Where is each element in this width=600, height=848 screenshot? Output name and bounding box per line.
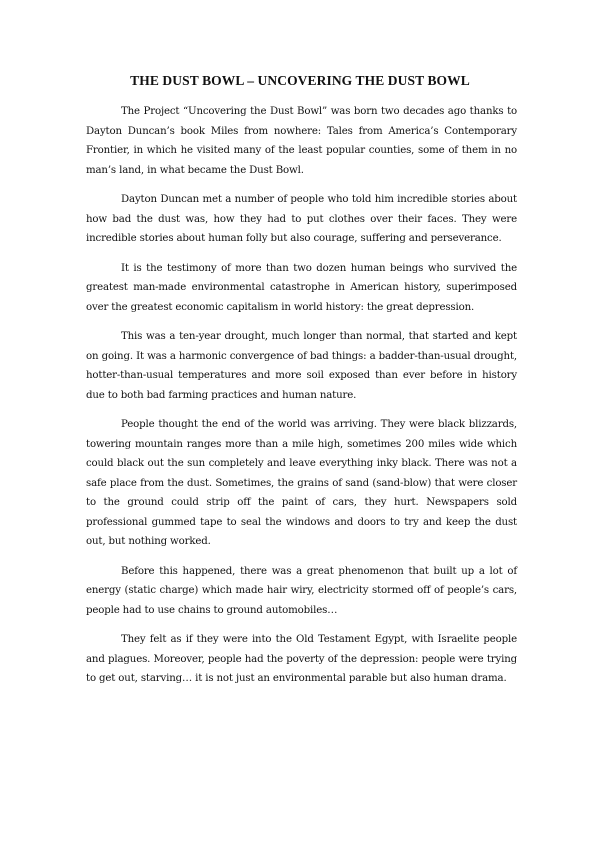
document-title: THE DUST BOWL – UNCOVERING THE DUST BOWL <box>130 73 470 88</box>
paragraph-2: Dayton Duncan met a number of people who told him incredible stories about how bad the dust was, how they had to put clothes over their faces. They were incredible stories about human folly but also courage, suffering and perseverance. <box>86 194 517 244</box>
document-body <box>86 102 517 699</box>
paragraph-1: The Project “Uncovering the Dust Bowl” was born two decades ago thanks to Dayton Duncan’s book Miles from nowhere: Tales from America’s Contemporary Frontier, in which he visited many of the least popular counties, some of them in no man’s land, in what became the Dust Bowl. <box>86 106 517 176</box>
paragraph-4: This was a ten-year drought, much longer than normal, that started and kept on going. It was a harmonic convergence of bad things: a badder-than-usual drought, hotter-than-usual temperatures and more soil exposed than ever before in history due to both bad farming practices and human nature. <box>86 331 517 401</box>
paragraph-5: People thought the end of the world was arriving. They were black blizzards, towering mountain ranges more than a mile high, sometimes 200 miles wide which could black out the sun completely and leave everything inky black. There was not a safe place from the dust. Sometimes, the grains of sand (sand-blow) that were closer to the ground could strip off the paint of cars, they hurt. Newspapers sold professional gummed tape to seal the windows and doors to try and keep the dust out, but nothing worked. <box>86 419 517 547</box>
paragraph-3: It is the testimony of more than two dozen human beings who survived the greatest man-made environmental catastrophe in American history, superimposed over the greatest economic capitalism in world history: the great depression. <box>86 262 517 313</box>
paragraph-6: Before this happened, there was a great phenomenon that built up a lot of energy (static charge) which made hair wiry, electricity stormed off of people’s cars, people had to use chains to ground automobiles… <box>86 565 517 616</box>
paragraph-7: They felt as if they were into the Old Testament Egypt, with Israelite people and plagues. Moreover, people had the poverty of the depression: people were trying to get out, starving… it is not just an environmental parable but also human drama. <box>86 634 517 684</box>
